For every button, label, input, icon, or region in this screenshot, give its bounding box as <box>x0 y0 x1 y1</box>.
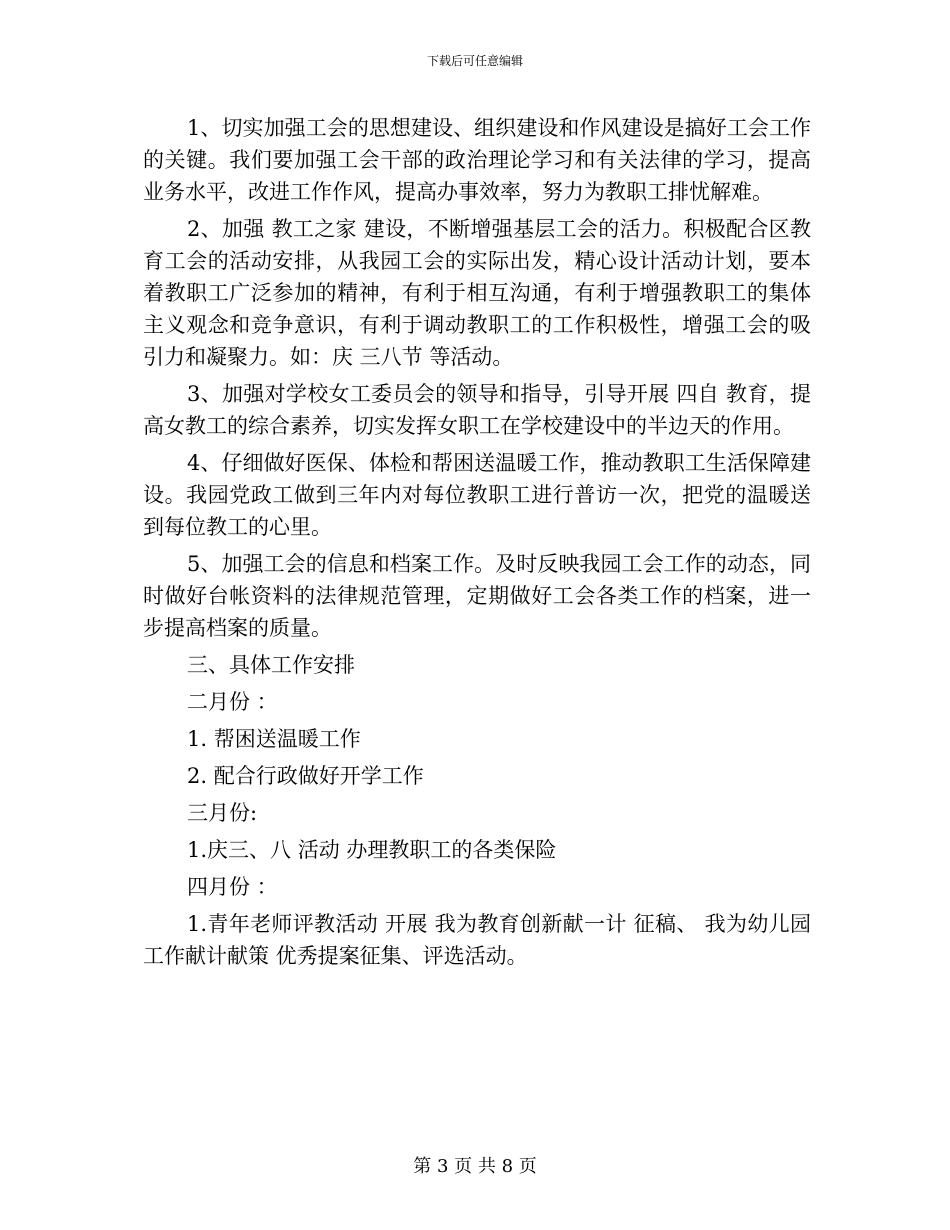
list-item: 2. 配合行政做好开学工作 <box>187 764 424 788</box>
page-header: 下载后可任意编辑 <box>426 54 523 68</box>
document-body <box>143 112 811 977</box>
paragraph-item-2: 2、加强 教工之家 建设，不断增强基层工会的活力。积极配合区教育工会的活动安排，从我园工会的实际出发，精心设计活动计划，要本着教职工广泛参加的精神，有利于相互沟通，有利于增强教职工的集体主义观念和竞争意识，有利于调动教职工的工作积极性，增强工会的吸引力和凝聚力。如：庆 三八节 等活动。 <box>143 217 811 369</box>
list-item: 1.青年老师评教活动 开展 我为教育创新献一计 征稿、 我为幼儿园工作献计献策 优秀提案征集、评选活动。 <box>143 912 811 968</box>
month-heading-march: 三月份: <box>187 801 258 825</box>
paragraph-item-4: 4、仔细做好医保、体检和帮困送温暖工作，推动教职工生活保障建设。我园党政工做到三年内对每位教职工进行普访一次，把党的温暖送到每位教工的心里。 <box>143 451 811 539</box>
page-number-footer: 第 3 页 共 8 页 <box>413 1156 537 1177</box>
paragraph-item-3: 3、加强对学校女工委员会的领导和指导，引导开展 四自 教育，提高女教工的综合素养，切实发挥女职工在学校建设中的半边天的作用。 <box>143 382 811 438</box>
list-item: 1.庆三、八 活动 办理教职工的各类保险 <box>187 838 557 862</box>
month-heading-april: 四月份 ： <box>187 875 278 899</box>
paragraph-item-1: 1、切实加强工会的思想建设、组织建设和作风建设是搞好工会工作的关键。我们要加强工会干部的政治理论学习和有关法律的学习，提高业务水平，改进工作作风，提高办事效率，努力为教职工排忧解难。 <box>143 116 811 204</box>
paragraph-item-5: 5、加强工会的信息和档案工作。及时反映我园工会工作的动态，同时做好台帐资料的法律规范管理，定期做好工会各类工作的档案，进一步提高档案的质量。 <box>143 552 811 640</box>
section-heading-work-arrangement: 三、具体工作安排 <box>187 653 355 677</box>
month-heading-february: 二月份 ： <box>187 690 278 714</box>
list-item: 1. 帮困送温暖工作 <box>187 727 361 751</box>
